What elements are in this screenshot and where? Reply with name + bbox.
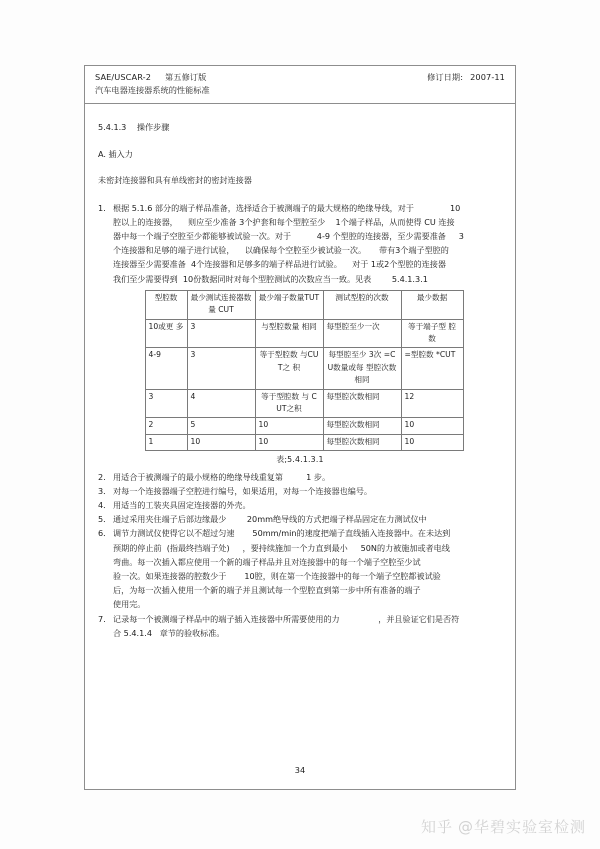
list-item: [98, 484, 502, 498]
list-body: [113, 201, 502, 286]
table-cell-cavities: 10或更 多: [145, 319, 187, 348]
list-line: 通过采用夹住端子后部边缘最少 20mm绝导线的方式把端子样品固定在力测试仪中: [113, 514, 427, 525]
list-line: 用适当的工装夹具固定连接器的外壳。: [113, 499, 251, 510]
table-cell-cavities: 3: [145, 389, 187, 418]
revision-date-value: 2007-11: [470, 72, 505, 82]
list-line: 根据 5.1.6 部分的端子样品准备，选择适合于被测端子的最大规格的绝缘导线，对于 10: [113, 202, 461, 213]
list-line: 弯曲。每一次插入都应使用一个新的端子样品并且对连接器中的每一个端子空腔至少试: [113, 556, 421, 567]
steps-after-table: [98, 470, 502, 640]
list-line: 使用完。: [113, 599, 146, 610]
list-body: [113, 470, 502, 484]
spec-table: [145, 290, 464, 451]
list-line: 腔以上的连接器， 则应至少准备 3个护套和每个型腔至少 1个端子样品，从而使得 CU 连接: [113, 216, 455, 227]
table-row: [145, 434, 463, 450]
standard-id: SAE/USCAR-2: [95, 72, 152, 82]
list-body: [113, 498, 502, 512]
list-line: 用适合于被测端子的最小规格的绝缘导线重复第 1 步。: [113, 471, 331, 482]
watermark: [421, 816, 586, 837]
at-symbol: @: [457, 818, 474, 836]
list-line: 预期的停止前 (指最终挡端子处) ，要持续施加一个力直到最小 50N的力被施加或者电线: [113, 542, 450, 553]
table-cell-tut: 10: [255, 434, 323, 450]
list-line: 连接器至少需要准备 4个连接器和足够多的端子样品进行试验。 对于 1或2个型腔的连接器: [113, 259, 446, 270]
table-caption: 表;5.4.1.3.1: [276, 455, 324, 465]
table-header-row: [145, 290, 463, 319]
revision-date-label: 修订日期:: [427, 72, 464, 82]
list-marker: 4．: [98, 499, 112, 510]
list-body: [113, 526, 502, 611]
table-cell-tut: 与型腔数量 相同: [255, 319, 323, 348]
section-heading: [98, 120, 502, 134]
list-line: 调节力测试仪使得它以不超过匀速 50mm/min的速度把端子直线插入连接器中。在未达到: [113, 528, 451, 539]
zhihu-logo-text: 知乎: [420, 818, 453, 836]
subsection-a-label: A. 插入力: [98, 149, 133, 160]
table-header-cell: 测试型腔的次数: [323, 290, 401, 319]
table-cell-cavities: 4-9: [145, 348, 187, 389]
list-marker: 3．: [98, 485, 112, 496]
list-line: 我们至少需要得到 10份数据同时对每个型腔测试的次数应当一致。见表 5.4.1.3.1: [113, 273, 428, 284]
list-line: 对每一个连接器端子空腔进行编号，如果适用，对每一个连接器也编号。: [113, 485, 373, 496]
list-marker: 7.: [98, 613, 106, 624]
watermark-account: 华碧实验室检测: [473, 818, 586, 836]
list-marker: 6．: [98, 528, 112, 539]
table-cell-times: 每型腔次数相同: [323, 418, 401, 434]
list-marker: 1.: [98, 202, 106, 213]
page-sheet: [84, 65, 516, 790]
list-marker: 5．: [98, 514, 112, 525]
list-item: [98, 512, 502, 526]
table-header-cell: 最少数据: [401, 290, 463, 319]
scope-line: 未密封连接器和具有单线密封的密封连接器: [98, 175, 252, 186]
table-cell-data: 10: [401, 418, 463, 434]
list-line: 合 5.4.1.4 章节的验收标准。: [113, 627, 225, 638]
list-item: [98, 612, 502, 640]
list-item: [98, 526, 502, 611]
steps-before-table: [98, 201, 502, 286]
list-line: 器中每一个端子空腔至少都能够被试验一次。对于 4-9 个型腔的连接器，至少需要准备 3: [113, 231, 464, 242]
table-cell-cut: 3: [187, 319, 255, 348]
table-cell-cut: 10: [187, 434, 255, 450]
document-header: [85, 66, 515, 104]
standard-revision: 第五修订版: [165, 72, 207, 82]
table-cell-cut: 5: [187, 418, 255, 434]
header-revision-date-group: [427, 72, 505, 83]
list-body: [113, 484, 502, 498]
table-cell-cavities: 2: [145, 418, 187, 434]
list-item: [98, 470, 502, 484]
watermark-handle: [458, 816, 586, 837]
table-cell-cut: 3: [187, 348, 255, 389]
table-row: [145, 389, 463, 418]
list-item: [98, 201, 502, 286]
table-row: [145, 319, 463, 348]
header-standard-group: [95, 72, 206, 83]
list-line: 记录每一个被测端子样品中的端子插入连接器中所需要使用的力 ，并且验证它们是否符: [113, 613, 460, 624]
table-cell-times: 每型腔至少一次: [323, 319, 401, 348]
table-cell-data: 10: [401, 434, 463, 450]
table-header-cell: 最少测试连接器数量 CUT: [187, 290, 255, 319]
list-marker: 2.: [98, 471, 106, 482]
table-cell-times: 每型腔次数相同: [323, 434, 401, 450]
list-body: [113, 512, 502, 526]
list-line: 个连接器和足够的端子进行试验， 以确保每个空腔至少被试验一次。 带有3个端子型腔的: [113, 245, 449, 256]
page-number: 34: [294, 765, 306, 775]
table-cell-times: 每型腔次数相同: [323, 389, 401, 418]
section-title: 操作步骤: [136, 122, 170, 132]
table-cell-data: 12: [401, 389, 463, 418]
table-cell-tut: 10: [255, 418, 323, 434]
header-top-row: [95, 72, 505, 83]
table-cell-tut: 等于型腔数 与CUT之 积: [255, 348, 323, 389]
list-line: 后，为每一次插入使用一个新的端子并且测试每一个型腔直到第一步中所有准备的端子: [113, 585, 421, 596]
document-body: [85, 104, 515, 640]
table-row: [145, 348, 463, 389]
table-cell-tut: 等于型腔数 与 CUT之积: [255, 389, 323, 418]
list-line: 验一次。如果连接器的腔数少于 10腔，则在第一个连接器中的每一个端子空腔都被试验: [113, 570, 441, 581]
table-row: [145, 418, 463, 434]
list-body: [113, 612, 502, 640]
spec-table-wrapper: [98, 290, 502, 451]
table-cell-data: =型腔数 *CUT: [401, 348, 463, 389]
list-item: [98, 498, 502, 512]
table-header-cell: 型腔数: [145, 290, 187, 319]
table-header-cell: 最少端子数量TUT: [255, 290, 323, 319]
table-cell-times: 每型腔至少 3次 =CU数量或每 型腔次数相同: [323, 348, 401, 389]
table-cell-data: 等于端子型 腔数: [401, 319, 463, 348]
header-title: 汽车电器连接器系统的性能标准: [95, 85, 210, 95]
table-cell-cut: 4: [187, 389, 255, 418]
table-cell-cavities: 1: [145, 434, 187, 450]
section-number: 5.4.1.3: [98, 122, 127, 132]
